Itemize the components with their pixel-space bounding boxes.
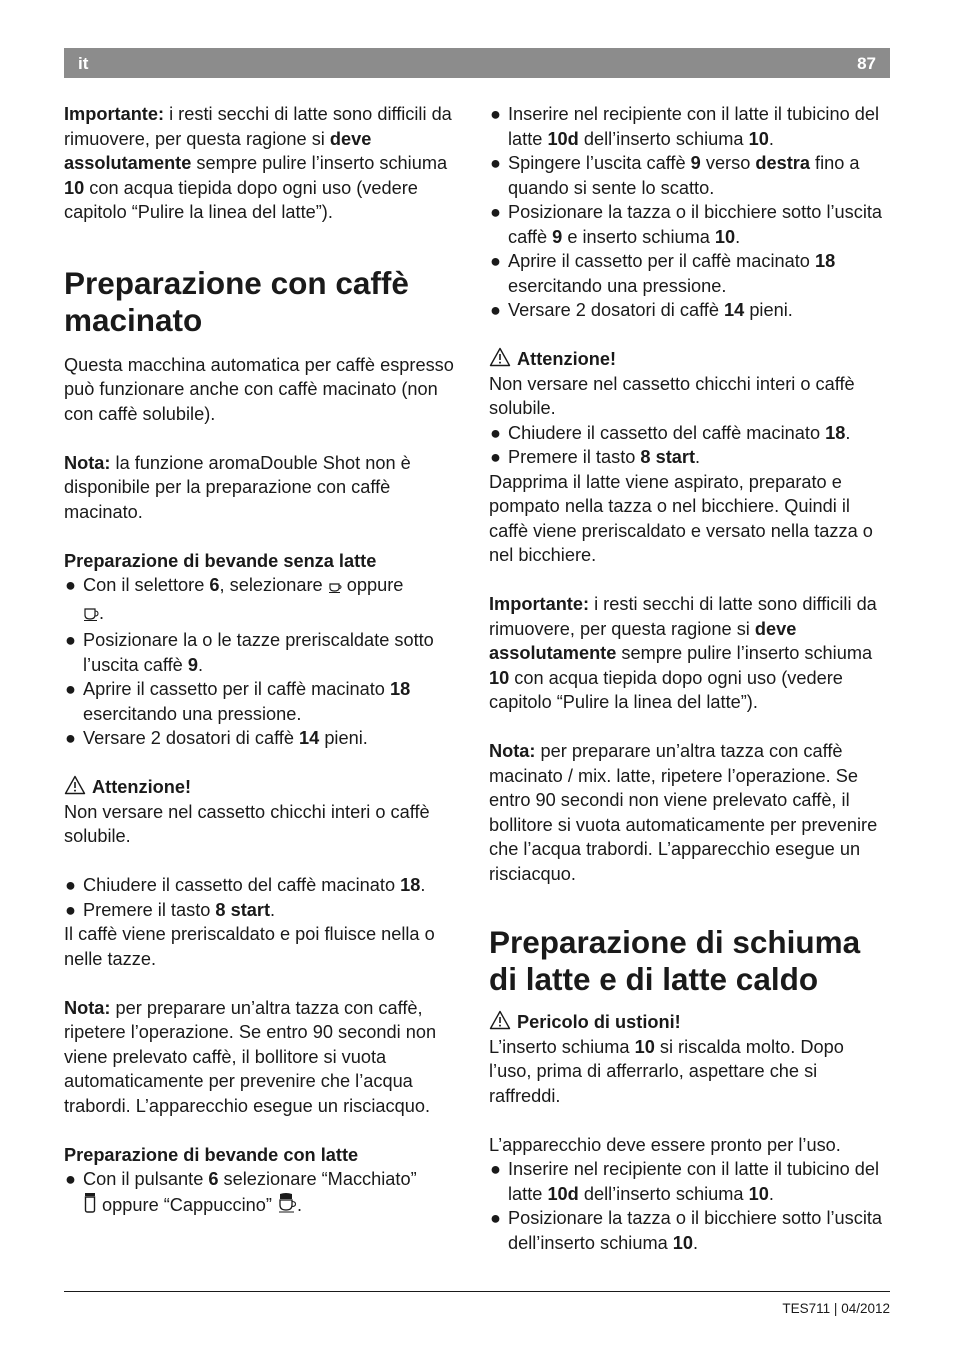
intro-paragraph: Questa macchina automatica per caffè espresso può funzionare anche con caffè macinato (non con caffè solubile).: [64, 354, 454, 424]
warning-triangle-icon: [64, 775, 86, 795]
list-item: ● Versare 2 dosatori di caffè 14 pieni.: [490, 300, 793, 320]
subheading-with-milk: Preparazione di bevande con latte: [64, 1144, 359, 1165]
warning-heading: Attenzione!: [489, 347, 891, 372]
note-aromadouble: Nota: la funzione aromaDouble Shot non è disponibile per la preparazione con caffè macinato.: [64, 452, 411, 522]
ready-text: L’apparecchio deve essere pronto per l’uso.: [489, 1134, 841, 1155]
list-item: ● Premere il tasto 8 start.: [65, 899, 276, 920]
list-item: ● Inserire nel recipiente con il latte il tubicino del latte 10d dell’inserto schiuma 10.: [490, 104, 880, 149]
espresso-cup-icon: [328, 576, 342, 601]
subheading-without-milk: Preparazione di bevande senza latte: [64, 550, 377, 571]
list-item: ● Chiudere il cassetto del caffè macinato 18.: [65, 875, 426, 895]
steps-close-start: [489, 421, 891, 470]
steps-froth: [489, 1157, 891, 1255]
list-item: ● Posizionare la o le tazze preriscaldate sotto l’uscita caffè 9.: [65, 630, 434, 675]
list-item: ● Chiudere il cassetto del caffè macinato 18.: [490, 422, 851, 443]
warning-triangle-icon: [489, 1010, 511, 1030]
list-item: ● Versare 2 dosatori di caffè 14 pieni.: [65, 728, 368, 748]
list-item: ● Posizionare la tazza o il bicchiere sotto l’uscita caffè 9 e inserto schiuma 10.: [490, 202, 883, 247]
important-note: Importante: i resti secchi di latte sono difficili da rimuovere, per questa ragione si deve assolutamente sempre pulire l’inserto schiuma 10 con acqua tiepida dopo ogni uso (vedere capitolo “Pulire la linea del latte”).: [489, 594, 877, 712]
list-item: ● Inserire nel recipiente con il latte il tubicino del latte 10d dell’inserto schiuma 10.: [490, 1159, 880, 1204]
footer-model-date: TES711 | 04/2012: [782, 1301, 890, 1316]
list-item: ● Spingere l’uscita caffè 9 verso destra fino a quando si sente lo scatto.: [490, 153, 860, 198]
list-item: ● Aprire il cassetto per il caffè macinato 18 esercitando una pressione.: [65, 679, 411, 724]
steps-with-milk-continued: [489, 102, 891, 323]
list-item: ● Premere il tasto 8 start.: [490, 447, 701, 467]
flow-text: Dapprima il latte viene aspirato, preparato e pompato nella tazza o nel bicchiere. Quindi il caffè viene preriscaldato e versato nella tazza o nel bicchiere.: [489, 471, 873, 565]
list-item: ● Posizionare la tazza o il bicchiere sotto l’uscita dell’inserto schiuma 10.: [490, 1208, 883, 1253]
footer-divider: [64, 1291, 890, 1292]
steps-with-milk: [64, 1167, 466, 1220]
danger-text: L’inserto schiuma 10 si riscalda molto. Dopo l’uso, prima di afferrarlo, aspettare che si raffreddi.: [489, 1036, 844, 1106]
header-bar: [64, 48, 890, 78]
section-heading-ground-coffee: Preparazione con caffè macinato: [64, 264, 409, 338]
macchiato-glass-icon: [83, 1192, 97, 1221]
language-code: it: [78, 54, 89, 73]
left-column: [64, 102, 466, 1220]
section-heading-milk-froth: Preparazione di schiuma di latte e di latte caldo: [489, 924, 861, 997]
warning-text: Non versare nel cassetto chicchi interi o caffè solubile.: [64, 801, 430, 846]
list-item: ● Aprire il cassetto per il caffè macinato 18 esercitando una pressione.: [490, 251, 836, 296]
page-number: 87: [857, 54, 876, 73]
warning-heading: Attenzione!: [64, 775, 466, 800]
note-repeat: Nota: per preparare un’altra tazza con caffè macinato / mix. latte, ripetere l’operazione. Se entro 90 secondi non viene prelevato caffè, il bollitore si vuota automaticamente per prevenire che l’acqua trabordi. L’apparecchio esegue un risciacquo.: [489, 741, 878, 884]
list-item: ● Con il pulsante 6 selezionare “Macchiato” oppure “Cappuccino” .: [64, 1167, 466, 1220]
coffee-cup-icon: [83, 604, 99, 629]
note-repeat: Nota: per preparare un’altra tazza con caffè, ripetere l’operazione. Se entro 90 secondi non viene prelevato caffè, il bollitore si vuota automaticamente per prevenire che l’acqua trabordi. L’apparecchio esegue un risciacquo.: [64, 997, 437, 1116]
important-note: Importante: i resti secchi di latte sono difficili da rimuovere, per questa ragione si deve assolutamente sempre pulire l’inserto schiuma 10 con acqua tiepida dopo ogni uso (vedere capitolo “Pulire la linea del latte”).: [64, 104, 452, 222]
warning-triangle-icon: [489, 347, 511, 367]
warning-text: Non versare nel cassetto chicchi interi o caffè solubile.: [489, 373, 855, 418]
steps-without-milk: [64, 573, 466, 751]
danger-heading: Pericolo di ustioni!: [489, 1010, 891, 1035]
steps-close-start: [64, 873, 466, 922]
list-item: ● Con il selettore 6, selezionare oppure .: [64, 573, 466, 628]
right-column: [489, 102, 891, 1255]
cappuccino-cup-icon: [277, 1192, 297, 1221]
flow-text: Il caffè viene preriscaldato e poi fluisce nella o nelle tazze.: [64, 924, 435, 969]
